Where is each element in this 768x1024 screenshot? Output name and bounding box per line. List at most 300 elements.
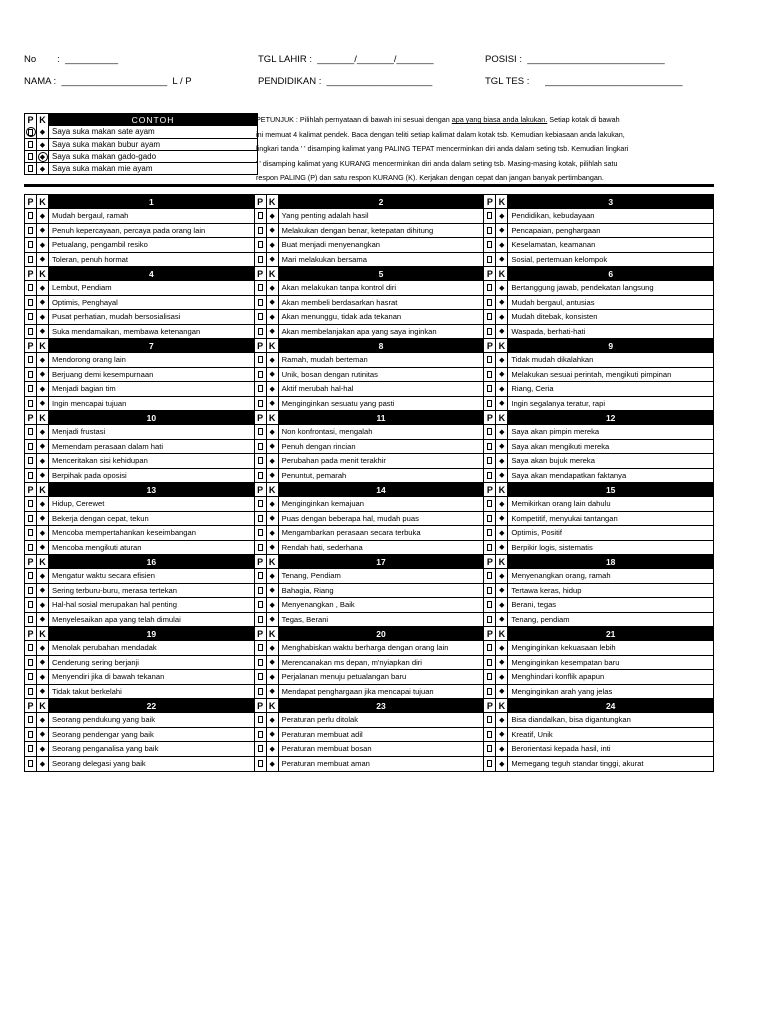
p-option[interactable] bbox=[484, 670, 496, 684]
p-option[interactable] bbox=[484, 224, 496, 238]
diamond-marker-icon: ◆ bbox=[39, 428, 46, 436]
p-option[interactable] bbox=[25, 163, 37, 174]
p-option[interactable] bbox=[255, 397, 267, 411]
k-option[interactable] bbox=[267, 598, 279, 612]
k-option[interactable] bbox=[267, 397, 279, 411]
block-number: 12 bbox=[508, 411, 713, 425]
square-marker-icon bbox=[258, 299, 263, 306]
k-option[interactable] bbox=[496, 685, 508, 699]
diamond-marker-icon: ◆ bbox=[499, 227, 505, 235]
p-option[interactable] bbox=[25, 425, 37, 439]
k-option[interactable] bbox=[496, 512, 508, 526]
p-option[interactable] bbox=[255, 382, 267, 396]
p-option[interactable] bbox=[255, 641, 267, 655]
k-option[interactable] bbox=[496, 224, 508, 238]
k-option[interactable] bbox=[37, 685, 49, 699]
k-option[interactable] bbox=[267, 469, 279, 483]
k-option[interactable] bbox=[267, 569, 279, 583]
p-option[interactable] bbox=[484, 685, 496, 699]
k-option[interactable] bbox=[37, 469, 49, 483]
k-option[interactable] bbox=[496, 238, 508, 252]
question-block bbox=[484, 267, 713, 339]
square-marker-icon bbox=[258, 745, 263, 752]
p-option[interactable] bbox=[25, 454, 37, 468]
statement-row bbox=[484, 641, 713, 656]
statement-row bbox=[484, 526, 713, 541]
p-option[interactable] bbox=[484, 281, 496, 295]
k-option[interactable] bbox=[496, 713, 508, 727]
statement-row bbox=[25, 526, 254, 541]
statement-row bbox=[25, 598, 254, 613]
statement-text: Melakukan dengan benar, ketepatan dihitung bbox=[281, 225, 434, 235]
circled-k-marker-icon: ◆ bbox=[38, 152, 48, 162]
p-option[interactable] bbox=[255, 541, 267, 555]
k-option[interactable] bbox=[37, 713, 49, 727]
k-option[interactable] bbox=[267, 454, 279, 468]
p-option[interactable] bbox=[25, 713, 37, 727]
square-marker-icon bbox=[258, 760, 263, 767]
statement-row bbox=[25, 742, 254, 757]
tgl-lahir-field[interactable]: TGL LAHIR : _______/_______/_______ bbox=[258, 54, 434, 65]
k-option[interactable] bbox=[37, 526, 49, 540]
tgl-tes-field[interactable]: TGL TES : __________________________ bbox=[485, 76, 683, 87]
k-option[interactable] bbox=[496, 296, 508, 310]
statement-row bbox=[255, 656, 484, 671]
k-option[interactable] bbox=[496, 757, 508, 772]
k-option[interactable] bbox=[267, 440, 279, 454]
p-option[interactable] bbox=[255, 728, 267, 742]
p-option[interactable] bbox=[25, 497, 37, 511]
k-option[interactable] bbox=[267, 382, 279, 396]
k-option[interactable] bbox=[496, 368, 508, 382]
p-option[interactable] bbox=[25, 126, 37, 138]
k-option[interactable] bbox=[267, 310, 279, 324]
p-column-label: P bbox=[25, 339, 37, 353]
grid-row bbox=[25, 627, 713, 699]
block-number: 3 bbox=[508, 195, 713, 209]
square-marker-icon bbox=[258, 457, 263, 464]
k-option[interactable] bbox=[267, 368, 279, 382]
p-option[interactable] bbox=[255, 584, 267, 598]
p-option[interactable] bbox=[25, 469, 37, 483]
k-option[interactable] bbox=[496, 569, 508, 583]
statement-row bbox=[255, 757, 484, 772]
square-marker-icon bbox=[28, 760, 33, 767]
question-block bbox=[255, 267, 485, 339]
k-option[interactable] bbox=[496, 598, 508, 612]
k-option[interactable] bbox=[267, 353, 279, 367]
k-option[interactable] bbox=[267, 512, 279, 526]
block-header bbox=[25, 483, 254, 497]
square-marker-icon bbox=[28, 299, 33, 306]
p-option[interactable] bbox=[25, 397, 37, 411]
diamond-marker-icon: ◆ bbox=[269, 673, 275, 681]
p-option[interactable] bbox=[255, 325, 267, 339]
k-option[interactable] bbox=[37, 209, 49, 223]
k-option[interactable] bbox=[37, 584, 49, 598]
k-option[interactable] bbox=[37, 613, 49, 627]
k-option[interactable] bbox=[267, 209, 279, 223]
k-option[interactable] bbox=[267, 541, 279, 555]
square-marker-icon bbox=[258, 443, 263, 450]
statement-row bbox=[484, 440, 713, 455]
k-column-label: K bbox=[267, 411, 279, 425]
posisi-field[interactable]: POSISI : __________________________ bbox=[485, 54, 665, 65]
k-option[interactable] bbox=[37, 238, 49, 252]
statement-text: Akan melakukan tanpa kontrol diri bbox=[281, 283, 397, 292]
k-option[interactable] bbox=[37, 151, 49, 162]
p-option[interactable] bbox=[484, 757, 496, 772]
k-option[interactable] bbox=[267, 670, 279, 684]
block-header bbox=[255, 555, 484, 569]
k-option[interactable] bbox=[37, 440, 49, 454]
diamond-marker-icon: ◆ bbox=[269, 457, 275, 465]
square-marker-icon bbox=[258, 644, 263, 651]
statement-row bbox=[25, 454, 254, 469]
k-option[interactable] bbox=[37, 757, 49, 772]
k-option[interactable] bbox=[37, 541, 49, 555]
k-option[interactable] bbox=[37, 670, 49, 684]
p-option[interactable] bbox=[25, 757, 37, 772]
k-option[interactable] bbox=[496, 584, 508, 598]
p-option[interactable] bbox=[484, 613, 496, 627]
grid-row bbox=[25, 195, 713, 267]
p-option[interactable] bbox=[484, 310, 496, 324]
pendidikan-field[interactable]: PENDIDIKAN : ____________________ bbox=[258, 76, 433, 87]
statement-text: Ingin mencapai tujuan bbox=[52, 398, 127, 408]
k-option[interactable] bbox=[496, 497, 508, 511]
statement-row bbox=[484, 397, 713, 412]
p-option[interactable] bbox=[484, 469, 496, 483]
k-option[interactable] bbox=[496, 397, 508, 411]
grid-row bbox=[25, 699, 713, 771]
k-option[interactable] bbox=[267, 685, 279, 699]
k-option[interactable] bbox=[496, 325, 508, 339]
p-option[interactable] bbox=[25, 325, 37, 339]
p-option[interactable] bbox=[255, 512, 267, 526]
k-option[interactable] bbox=[496, 469, 508, 483]
p-option[interactable] bbox=[484, 209, 496, 223]
p-option[interactable] bbox=[25, 512, 37, 526]
square-marker-icon bbox=[258, 356, 263, 363]
k-option[interactable] bbox=[267, 641, 279, 655]
diamond-marker-icon: ◆ bbox=[269, 688, 275, 696]
no-field[interactable]: No : __________ bbox=[24, 54, 119, 65]
square-marker-icon bbox=[487, 241, 492, 248]
square-marker-icon bbox=[487, 616, 492, 623]
k-option[interactable] bbox=[496, 253, 508, 267]
grid-row bbox=[25, 267, 713, 339]
p-option[interactable] bbox=[25, 253, 37, 267]
k-option[interactable] bbox=[37, 512, 49, 526]
p-column-label: P bbox=[255, 411, 267, 425]
p-option[interactable] bbox=[484, 253, 496, 267]
p-option[interactable] bbox=[484, 541, 496, 555]
p-option[interactable] bbox=[484, 454, 496, 468]
p-option[interactable] bbox=[255, 469, 267, 483]
k-option[interactable] bbox=[37, 382, 49, 396]
k-option[interactable] bbox=[37, 497, 49, 511]
p-option[interactable] bbox=[255, 353, 267, 367]
p-option[interactable] bbox=[484, 713, 496, 727]
p-option[interactable] bbox=[25, 151, 37, 162]
p-option[interactable] bbox=[484, 368, 496, 382]
statement-text: Akan menunggu, tidak ada tekanan bbox=[281, 312, 402, 321]
k-option[interactable] bbox=[37, 126, 49, 138]
k-option[interactable] bbox=[37, 397, 49, 411]
diamond-marker-icon: ◆ bbox=[269, 544, 275, 552]
k-option[interactable] bbox=[496, 742, 508, 756]
square-marker-icon bbox=[258, 716, 263, 723]
k-option[interactable] bbox=[37, 281, 49, 295]
statement-text: Non konfrontasi, mengalah bbox=[281, 427, 373, 436]
example-box bbox=[24, 113, 258, 175]
p-option[interactable] bbox=[25, 584, 37, 598]
p-option[interactable] bbox=[255, 440, 267, 454]
p-option[interactable] bbox=[484, 742, 496, 756]
statement-row bbox=[255, 440, 484, 455]
p-option[interactable] bbox=[255, 224, 267, 238]
k-option[interactable] bbox=[37, 742, 49, 756]
k-option[interactable] bbox=[496, 728, 508, 742]
p-option[interactable] bbox=[255, 368, 267, 382]
example-row bbox=[25, 138, 257, 150]
k-option[interactable] bbox=[37, 325, 49, 339]
p-option[interactable] bbox=[255, 310, 267, 324]
k-option[interactable] bbox=[37, 598, 49, 612]
k-option[interactable] bbox=[267, 613, 279, 627]
p-option[interactable] bbox=[25, 685, 37, 699]
p-option[interactable] bbox=[25, 224, 37, 238]
example-statement: Saya suka makan sate ayam bbox=[52, 127, 155, 136]
k-option[interactable] bbox=[37, 353, 49, 367]
p-option[interactable] bbox=[25, 656, 37, 670]
p-option[interactable] bbox=[25, 641, 37, 655]
k-option[interactable] bbox=[37, 368, 49, 382]
square-marker-icon bbox=[258, 529, 263, 536]
k-option[interactable] bbox=[267, 296, 279, 310]
p-option[interactable] bbox=[255, 526, 267, 540]
k-option[interactable] bbox=[37, 224, 49, 238]
statement-text: Mengatur waktu secara efisien bbox=[52, 571, 155, 580]
p-option[interactable] bbox=[25, 382, 37, 396]
p-column-label: P bbox=[484, 699, 496, 713]
p-option[interactable] bbox=[484, 382, 496, 396]
p-option[interactable] bbox=[255, 742, 267, 756]
statement-text: Seorang pendengar yang baik bbox=[52, 729, 154, 739]
k-option[interactable] bbox=[267, 224, 279, 238]
statement-row bbox=[255, 713, 484, 728]
statement-text: Menginginkan kekuasaan lebih bbox=[511, 643, 616, 652]
k-option[interactable] bbox=[496, 670, 508, 684]
p-option[interactable] bbox=[255, 253, 267, 267]
statement-row bbox=[25, 757, 254, 772]
p-option[interactable] bbox=[484, 512, 496, 526]
p-option[interactable] bbox=[255, 425, 267, 439]
square-marker-icon bbox=[487, 400, 492, 407]
p-column-label: P bbox=[255, 195, 267, 209]
p-option[interactable] bbox=[255, 713, 267, 727]
p-option[interactable] bbox=[255, 757, 267, 772]
p-option[interactable] bbox=[25, 670, 37, 684]
p-option[interactable] bbox=[255, 670, 267, 684]
k-option[interactable] bbox=[267, 253, 279, 267]
p-option[interactable] bbox=[255, 281, 267, 295]
p-option[interactable] bbox=[484, 641, 496, 655]
instructions-line: ini memuat 4 kalimat pendek. Baca dengan teliti setiap kalimat dalam kotak tsb. Kemudian kebiasaan anda lakukan, bbox=[256, 129, 625, 139]
p-option[interactable] bbox=[484, 569, 496, 583]
p-option[interactable] bbox=[25, 440, 37, 454]
statement-text: Mencoba mengikuti aturan bbox=[52, 542, 142, 552]
p-option[interactable] bbox=[25, 728, 37, 742]
k-option[interactable] bbox=[37, 728, 49, 742]
statement-row bbox=[255, 238, 484, 253]
k-option[interactable] bbox=[267, 497, 279, 511]
k-option[interactable] bbox=[37, 253, 49, 267]
p-option[interactable] bbox=[25, 209, 37, 223]
k-option[interactable] bbox=[267, 281, 279, 295]
k-option[interactable] bbox=[496, 382, 508, 396]
k-option[interactable] bbox=[496, 541, 508, 555]
diamond-marker-icon: ◆ bbox=[39, 515, 46, 523]
k-option[interactable] bbox=[267, 238, 279, 252]
statement-row bbox=[25, 397, 254, 412]
p-option[interactable] bbox=[255, 454, 267, 468]
square-marker-icon bbox=[28, 500, 33, 507]
p-option[interactable] bbox=[255, 296, 267, 310]
p-option[interactable] bbox=[255, 569, 267, 583]
k-option[interactable] bbox=[37, 425, 49, 439]
k-option[interactable] bbox=[496, 281, 508, 295]
p-option[interactable] bbox=[25, 598, 37, 612]
p-option[interactable] bbox=[484, 584, 496, 598]
p-option[interactable] bbox=[25, 139, 37, 150]
p-option[interactable] bbox=[484, 238, 496, 252]
k-option[interactable] bbox=[267, 425, 279, 439]
p-option[interactable] bbox=[25, 569, 37, 583]
k-option[interactable] bbox=[267, 742, 279, 756]
diamond-marker-icon: ◆ bbox=[39, 141, 46, 149]
k-option[interactable] bbox=[267, 757, 279, 772]
statement-text: Menyenangkan , Baik bbox=[281, 600, 355, 609]
p-option[interactable] bbox=[255, 238, 267, 252]
k-option[interactable] bbox=[496, 526, 508, 540]
p-column-label: P bbox=[255, 555, 267, 569]
k-option[interactable] bbox=[267, 656, 279, 670]
k-option[interactable] bbox=[496, 425, 508, 439]
p-option[interactable] bbox=[255, 656, 267, 670]
p-option[interactable] bbox=[484, 440, 496, 454]
p-option[interactable] bbox=[484, 497, 496, 511]
p-option[interactable] bbox=[25, 238, 37, 252]
square-marker-icon bbox=[258, 616, 263, 623]
k-option[interactable] bbox=[496, 353, 508, 367]
statement-text: Melakukan sesuai perintah, mengikuti pimpinan bbox=[511, 369, 672, 379]
k-option[interactable] bbox=[496, 656, 508, 670]
p-option[interactable] bbox=[25, 296, 37, 310]
square-marker-icon bbox=[28, 400, 33, 407]
p-option[interactable] bbox=[484, 526, 496, 540]
k-option[interactable] bbox=[267, 526, 279, 540]
question-grid bbox=[24, 194, 714, 772]
block-number: 20 bbox=[279, 627, 484, 641]
question-block bbox=[484, 339, 713, 411]
diamond-marker-icon: ◆ bbox=[269, 601, 275, 609]
statement-row bbox=[484, 224, 713, 239]
square-marker-icon bbox=[28, 212, 33, 219]
p-option[interactable] bbox=[25, 353, 37, 367]
k-option[interactable] bbox=[37, 163, 49, 174]
p-option[interactable] bbox=[484, 598, 496, 612]
p-option[interactable] bbox=[484, 296, 496, 310]
p-option[interactable] bbox=[25, 281, 37, 295]
k-option[interactable] bbox=[37, 454, 49, 468]
p-option[interactable] bbox=[25, 526, 37, 540]
statement-row bbox=[484, 670, 713, 685]
statement-text: Berpikir logis, sistematis bbox=[511, 542, 593, 552]
statement-text: Peraturan perlu ditolak bbox=[281, 715, 359, 724]
k-option[interactable] bbox=[37, 656, 49, 670]
k-option[interactable] bbox=[267, 584, 279, 598]
nama-field[interactable]: NAMA : ____________________ L / P bbox=[24, 76, 192, 87]
statement-row bbox=[484, 310, 713, 325]
square-marker-icon bbox=[258, 673, 263, 680]
block-number: 17 bbox=[279, 555, 484, 569]
block-header bbox=[484, 339, 713, 353]
diamond-marker-icon: ◆ bbox=[39, 529, 46, 537]
k-option[interactable] bbox=[37, 569, 49, 583]
p-option[interactable] bbox=[484, 325, 496, 339]
statement-text: Saya akan bujuk mereka bbox=[511, 456, 595, 465]
k-option[interactable] bbox=[37, 139, 49, 150]
k-option[interactable] bbox=[37, 296, 49, 310]
k-option[interactable] bbox=[496, 454, 508, 468]
k-option[interactable] bbox=[496, 209, 508, 223]
p-option[interactable] bbox=[484, 397, 496, 411]
p-option[interactable] bbox=[25, 310, 37, 324]
p-option[interactable] bbox=[25, 613, 37, 627]
p-option[interactable] bbox=[255, 598, 267, 612]
k-option[interactable] bbox=[496, 613, 508, 627]
diamond-marker-icon: ◆ bbox=[39, 165, 46, 173]
p-option[interactable] bbox=[255, 209, 267, 223]
k-option[interactable] bbox=[496, 440, 508, 454]
p-option[interactable] bbox=[255, 613, 267, 627]
k-option[interactable] bbox=[267, 325, 279, 339]
p-option[interactable] bbox=[484, 353, 496, 367]
p-option[interactable] bbox=[25, 541, 37, 555]
statement-row bbox=[25, 541, 254, 556]
p-option[interactable] bbox=[484, 425, 496, 439]
k-option[interactable] bbox=[496, 310, 508, 324]
statement-text: Mendapat penghargaan jika mencapai tujuan bbox=[281, 686, 434, 696]
statement-text: Penuntut, pemarah bbox=[281, 470, 347, 480]
p-option[interactable] bbox=[484, 656, 496, 670]
p-option[interactable] bbox=[25, 742, 37, 756]
p-option[interactable] bbox=[255, 685, 267, 699]
block-number: 9 bbox=[508, 339, 713, 353]
k-option[interactable] bbox=[267, 728, 279, 742]
k-option[interactable] bbox=[267, 713, 279, 727]
p-option[interactable] bbox=[25, 368, 37, 382]
square-marker-icon bbox=[28, 443, 33, 450]
p-option[interactable] bbox=[255, 497, 267, 511]
statement-text: Seorang penganalisa yang baik bbox=[52, 744, 159, 753]
k-option[interactable] bbox=[496, 641, 508, 655]
p-option[interactable] bbox=[484, 728, 496, 742]
k-option[interactable] bbox=[37, 310, 49, 324]
k-option[interactable] bbox=[37, 641, 49, 655]
